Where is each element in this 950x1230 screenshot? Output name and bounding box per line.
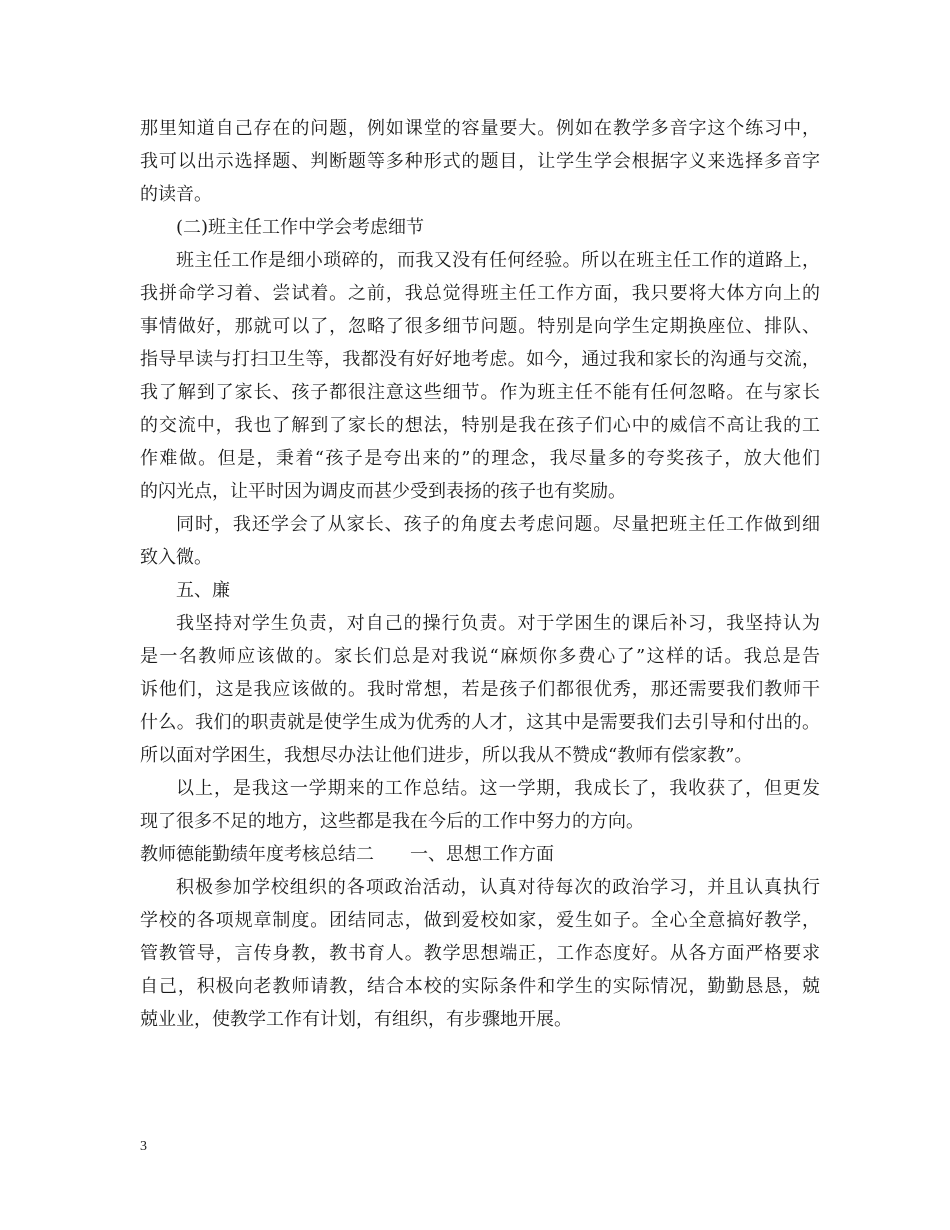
text-line: 五、廉 bbox=[176, 580, 230, 601]
text-line: 班主任工作是细小琐碎的，而我又没有任何经验。所以在班主任工作的道路上， bbox=[176, 250, 820, 271]
text-line: (二)班主任工作中学会考虑细节 bbox=[176, 217, 425, 238]
text-line: 的闪光点，让平时因为调皮而甚少受到表扬的孩子也有奖励。 bbox=[140, 481, 626, 502]
text-line: 我了解到了家长、孩子都很注意这些细节。作为班主任不能有任何忽略。在与家长 bbox=[140, 382, 820, 403]
document-body bbox=[140, 112, 820, 1036]
text-line: 积极参加学校组织的各项政治活动，认真对待每次的政治学习，并且认真执行 bbox=[176, 877, 820, 898]
text-line: 同时，我还学会了从家长、孩子的角度去考虑问题。尽量把班主任工作做到细 bbox=[176, 514, 820, 535]
text-line: 我拼命学习着、尝试着。之前，我总觉得班主任工作方面，我只要将大体方向上的 bbox=[140, 283, 820, 304]
text-line: 指导早读与打扫卫生等，我都没有好好地考虑。如今，通过我和家长的沟通与交流， bbox=[140, 349, 820, 370]
text-line: 自己，积极向老教师请教，结合本校的实际条件和学生的实际情况，勤勤恳恳，兢 bbox=[140, 976, 820, 997]
text-line: 兢业业，使教学工作有计划，有组织，有步骤地开展。 bbox=[140, 1009, 572, 1030]
text-line: 我可以出示选择题、判断题等多种形式的题目，让学生学会根据字义来选择多音字 bbox=[140, 151, 820, 172]
text-line: 教师德能勤绩年度考核总结二 一、思想工作方面 bbox=[140, 844, 554, 865]
page-number: 3 bbox=[140, 1139, 147, 1154]
text-line: 现了很多不足的地方，这些都是我在今后的工作中努力的方向。 bbox=[140, 811, 644, 832]
text-line: 什么。我们的职责就是使学生成为优秀的人才，这其中是需要我们去引导和付出的。 bbox=[140, 712, 820, 733]
text-line: 那里知道自己存在的问题，例如课堂的容量要大。例如在教学多音字这个练习中， bbox=[140, 118, 820, 139]
text-line: 的交流中，我也了解到了家长的想法，特别是我在孩子们心中的威信不高让我的工 bbox=[140, 415, 820, 436]
text-line: 以上，是我这一学期来的工作总结。这一学期，我成长了，我收获了，但更发 bbox=[176, 778, 820, 799]
text-line: 致入微。 bbox=[140, 547, 212, 568]
text-line: 是一名教师应该做的。家长们总是对我说“麻烦你多费心了”这样的话。我总是告 bbox=[140, 646, 820, 667]
text-line: 诉他们，这是我应该做的。我时常想，若是孩子们都很优秀，那还需要我们教师干 bbox=[140, 679, 820, 700]
text-line: 的读音。 bbox=[140, 184, 212, 205]
text-line: 管教管导，言传身教，教书育人。教学思想端正，工作态度好。从各方面严格要求 bbox=[140, 943, 820, 964]
text-line: 学校的各项规章制度。团结同志，做到爱校如家，爱生如子。全心全意搞好教学， bbox=[140, 910, 820, 931]
text-line: 作难做。但是，秉着“孩子是夸出来的”的理念，我尽量多的夸奖孩子，放大他们 bbox=[140, 448, 820, 469]
text-line: 所以面对学困生，我想尽办法让他们进步，所以我从不赞成“教师有偿家教”。 bbox=[140, 745, 753, 766]
text-line: 事情做好，那就可以了，忽略了很多细节问题。特别是向学生定期换座位、排队、 bbox=[140, 316, 820, 337]
text-line: 我坚持对学生负责，对自己的操行负责。对于学困生的课后补习，我坚持认为 bbox=[176, 613, 820, 634]
